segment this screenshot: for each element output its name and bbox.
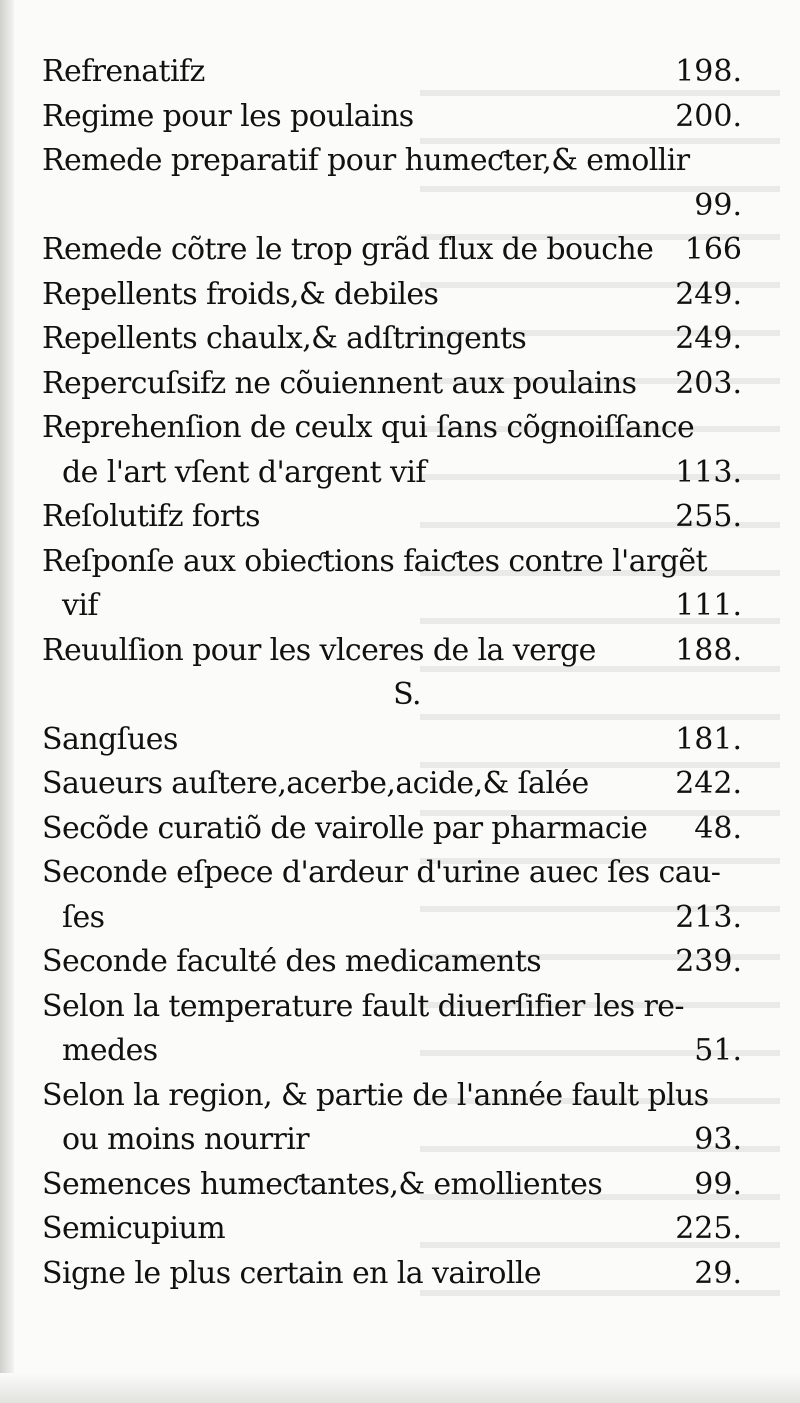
entry-term: Reſolutifz forts <box>42 499 260 534</box>
entry-term: Refrenatifz <box>42 54 205 89</box>
index-entry <box>42 317 742 362</box>
entry-term: Repercuſsifz ne cõuiennent aux poulains <box>42 365 637 401</box>
entry-page: 239. <box>675 944 742 979</box>
index-entry <box>42 406 742 451</box>
index-entry <box>42 851 742 896</box>
entry-page: 93. <box>694 1122 742 1157</box>
entry-term: Semences humeƈtantes,& emollientes <box>42 1166 603 1202</box>
index-entry <box>42 540 742 585</box>
index-entry <box>42 1207 742 1252</box>
entry-term: Saueurs auſtere,acerbe,acide,& ſalée <box>42 766 589 801</box>
index-entry-continuation <box>42 896 742 941</box>
index-entry <box>42 807 742 852</box>
entry-page: 249. <box>675 276 742 312</box>
entry-term: Selon la temperature fault diuerſifier les re- <box>42 988 684 1024</box>
entry-page: 111. <box>675 588 742 623</box>
section-letter: S. <box>393 677 421 712</box>
entry-page: 181. <box>675 721 742 757</box>
entry-term: Reprehenſion de ceulx qui ſans cõgnoiſſance <box>42 410 695 445</box>
entry-term: ou moins nourrir <box>62 1122 309 1157</box>
index-entry <box>42 1163 742 1208</box>
index-entry <box>42 629 742 674</box>
entry-term: de l'art vſent d'argent vif <box>62 454 426 490</box>
entry-page: 51. <box>694 1033 742 1068</box>
index-entry-continuation <box>42 451 742 496</box>
entry-page: 203. <box>675 365 742 401</box>
entry-page: 242. <box>675 766 742 801</box>
index-entry <box>42 362 742 407</box>
index-entry <box>42 985 742 1030</box>
index-entry <box>42 718 742 763</box>
entry-page: 249. <box>675 321 742 356</box>
index-entry <box>42 762 742 807</box>
entry-term: Semicupium <box>42 1211 226 1246</box>
entry-page: 99. <box>694 1166 742 1202</box>
index-list <box>42 50 742 1296</box>
entry-page: 29. <box>694 1255 742 1291</box>
entry-page: 200. <box>675 98 742 134</box>
index-entry-continuation <box>42 584 742 629</box>
entry-page: 113. <box>675 454 742 490</box>
index-entry <box>42 50 742 95</box>
index-entry <box>42 95 742 140</box>
index-entry <box>42 495 742 540</box>
entry-term: medes <box>62 1033 158 1068</box>
entry-term: Sangſues <box>42 721 178 757</box>
entry-term: Selon la region, & partie de l'année fault plus <box>42 1077 709 1113</box>
entry-term: Reſponſe aux obieƈtions faiƈtes contre l'argẽt <box>42 543 707 579</box>
page-bottom-shadow <box>0 1373 800 1403</box>
entry-term: Reuulſion pour les vlceres de la verge <box>42 632 596 668</box>
entry-page: 99. <box>694 187 742 223</box>
entry-page: 255. <box>675 499 742 534</box>
entry-term: Seconde faculté des medicaments <box>42 944 541 979</box>
entry-page: 198. <box>675 54 742 89</box>
index-entry-continuation <box>42 1029 742 1074</box>
index-entry <box>42 940 742 985</box>
entry-page: 188. <box>675 632 742 668</box>
page-gutter-shadow <box>0 0 14 1403</box>
entry-page: 225. <box>675 1211 742 1246</box>
index-entry-continuation <box>42 184 742 229</box>
section-letter-heading <box>42 673 742 718</box>
entry-term: ſes <box>62 899 105 935</box>
entry-page: 48. <box>694 810 742 846</box>
entry-term: vif <box>62 588 98 623</box>
entry-page: 166 <box>684 232 742 267</box>
entry-term: Repellents chaulx,& adſtringents <box>42 321 527 356</box>
index-entry-continuation <box>42 1118 742 1163</box>
entry-term: Remede cõtre le trop grãd flux de bouche <box>42 232 654 267</box>
index-entry <box>42 228 742 273</box>
entry-term: Remede preparatif pour humeƈter,& emollir <box>42 143 690 178</box>
entry-term: Seconde eſpece d'ardeur d'urine auec ſes cau- <box>42 855 721 890</box>
index-entry <box>42 139 742 184</box>
entry-term: Repellents froids,& debiles <box>42 276 439 312</box>
index-entry <box>42 273 742 318</box>
entry-page: 213. <box>675 899 742 935</box>
entry-term: Signe le plus certain en la vairolle <box>42 1255 541 1291</box>
entry-term: Regime pour les poulains <box>42 98 414 134</box>
index-entry <box>42 1074 742 1119</box>
entry-term: Secõde curatiõ de vairolle par pharmacie <box>42 810 648 846</box>
index-entry <box>42 1252 742 1297</box>
